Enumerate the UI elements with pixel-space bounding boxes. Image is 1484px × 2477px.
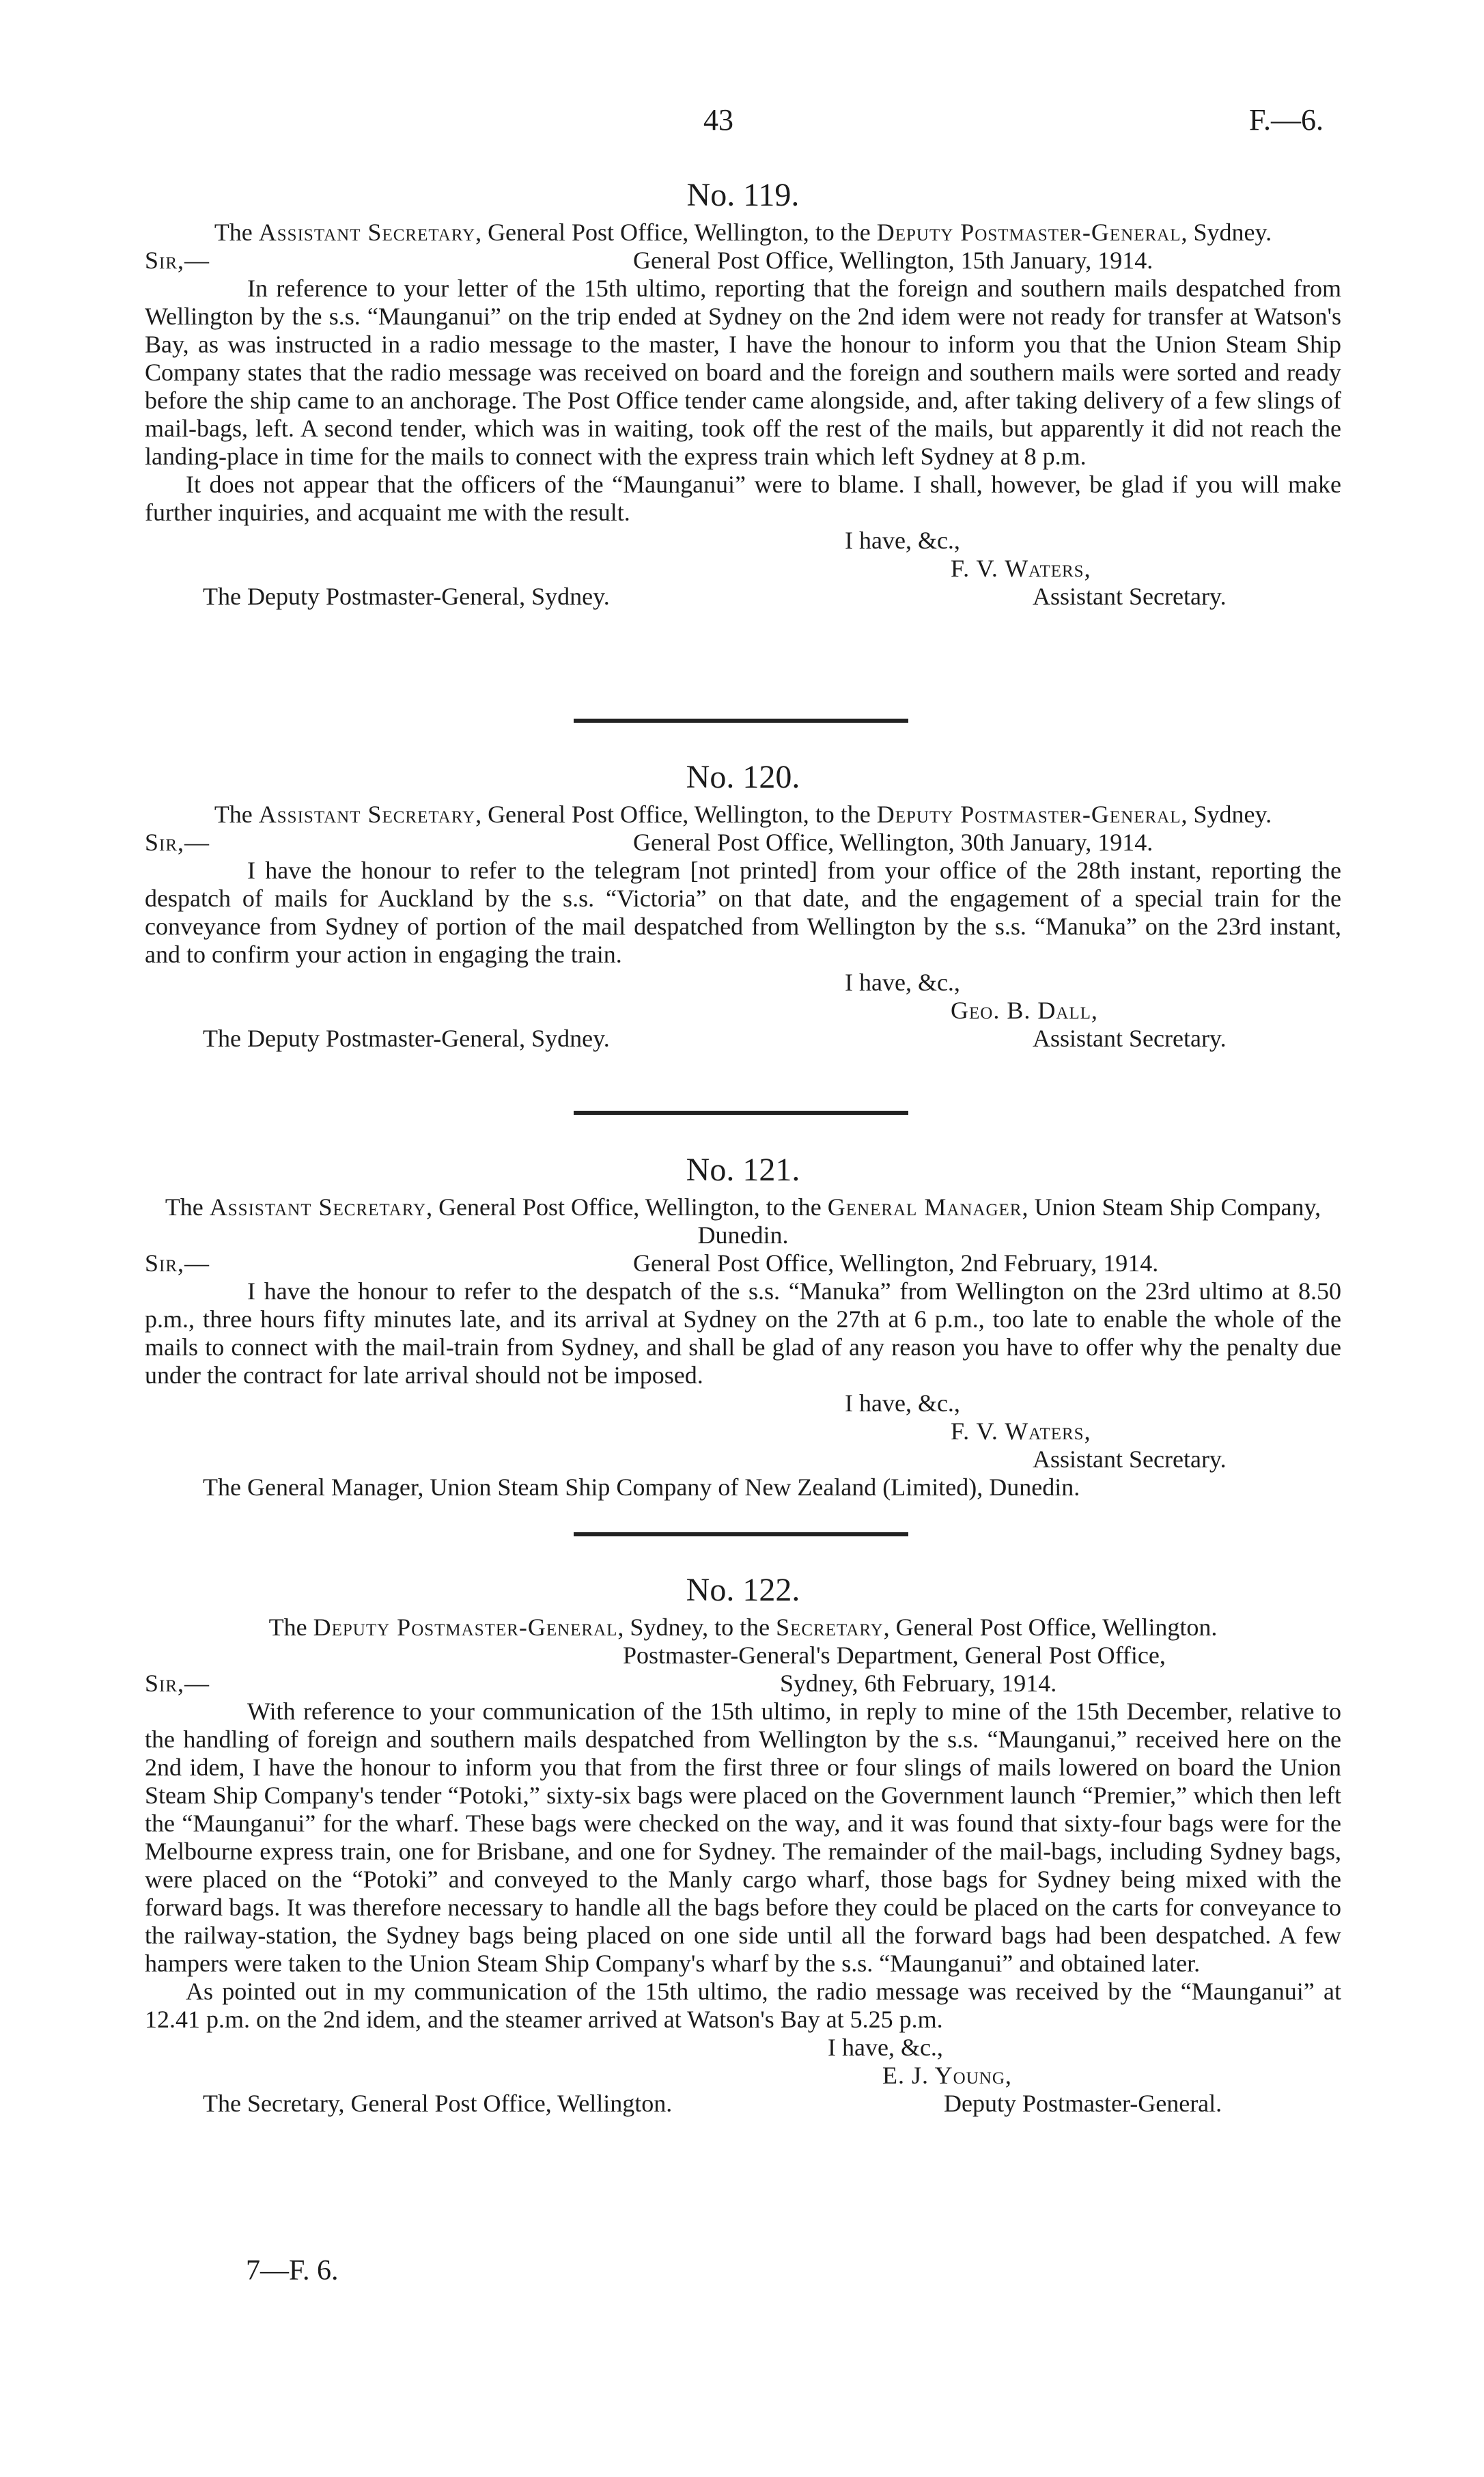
signer-title: Assistant Secretary. xyxy=(1033,1445,1227,1473)
letter-number: No. 120. xyxy=(686,759,800,795)
letter-number: No. 122. xyxy=(686,1572,800,1608)
letter-119 xyxy=(145,176,1341,611)
addressee-line xyxy=(145,583,1341,611)
section-divider xyxy=(574,1111,908,1115)
letter-120 xyxy=(145,758,1341,1053)
closing: I have, &c., xyxy=(828,2034,943,2061)
salutation: Sir,— xyxy=(145,829,210,856)
closing-line xyxy=(145,969,1341,997)
addressee: The Secretary, General Post Office, Wellington. xyxy=(203,2090,673,2117)
page-number: 43 xyxy=(703,103,733,137)
signer-title: Deputy Postmaster-General. xyxy=(944,2090,1222,2117)
place-department: Postmaster-General's Department, General Post Office, xyxy=(623,1642,1166,1669)
signer-line xyxy=(145,997,1341,1025)
signer-line xyxy=(145,1417,1341,1445)
signer: E. J. Young, xyxy=(882,2062,1012,2089)
signer-title-line xyxy=(145,1445,1341,1473)
salutation-line xyxy=(145,1670,1341,1698)
letter-heading: The Assistant Secretary, General Post Office, Wellington, to the General Manager, Union Steam Ship Company, Dunedin. xyxy=(165,1193,1321,1249)
signer-title: Assistant Secretary. xyxy=(1033,1025,1227,1052)
signature-mark: 7—F. 6. xyxy=(246,2255,339,2286)
addressee: The General Manager, Union Steam Ship Company of New Zealand (Limited), Dunedin. xyxy=(203,1473,1080,1501)
closing-line xyxy=(145,2034,1341,2062)
addressee-line xyxy=(145,1473,1341,1502)
salutation: Sir,— xyxy=(145,1670,210,1697)
place-line xyxy=(145,1642,1341,1670)
salutation-line xyxy=(145,829,1341,857)
salutation-line xyxy=(145,247,1341,275)
letter-paragraph: I have the honour to refer to the telegram [not printed] from your office of the 28th instant, reporting the despatch of mails for Auckland by the s.s. “Victoria” on that date, and the engagement of a special train for the conveyance from Sydney of portion of the mail despatched from Wellington by the s.s. “Manuka” on the 23rd instant, and to confirm your action in engaging the train. xyxy=(145,857,1341,968)
signer: F. V. Waters, xyxy=(951,555,1091,582)
signer: Geo. B. Dall, xyxy=(951,997,1098,1024)
letter-heading: The Deputy Postmaster-General, Sydney, to the Secretary, General Post Office, Wellington. xyxy=(268,1614,1218,1641)
signer-title: Assistant Secretary. xyxy=(1033,583,1227,610)
letter-heading: The Assistant Secretary, General Post Office, Wellington, to the Deputy Postmaster-General, Sydney. xyxy=(214,801,1272,828)
signer-line xyxy=(145,555,1341,583)
closing-line xyxy=(145,527,1341,555)
place-date: Sydney, 6th February, 1914. xyxy=(780,1670,1057,1697)
addressee: The Deputy Postmaster-General, Sydney. xyxy=(203,1025,610,1052)
salutation: Sir,— xyxy=(145,247,210,274)
addressee-line xyxy=(145,2090,1341,2118)
place-date: General Post Office, Wellington, 30th January, 1914. xyxy=(633,829,1153,856)
letter-paragraph: With reference to your communication of the 15th ultimo, in reply to mine of the 15th December, relative to the handling of foreign and southern mails despatched from Wellington by the s.s. “Maunganui,” received here on the 2nd idem, I have the honour to inform you that from the first three or four slings of mails lowered on board the Union Steam Ship Company's tender “Potoki,” sixty-six bags were placed on the Government launch “Premier,” which then left the “Maunganui” for the wharf. These bags were checked on the way, and it was found that sixty-four bags were for the Melbourne express train, one for Brisbane, and one for Sydney. The remainder of the mail-bags, including Sydney bags, were placed on the “Potoki” and conveyed to the Manly cargo wharf, those bags for Sydney being mixed with the forward bags. It was therefore necessary to handle all the bags before they could be placed on the carts for conveyance to the railway-station, the Sydney bags being placed on one side until all the forward bags had been despatched. A few hampers were taken to the Union Steam Ship Company's wharf by the s.s. “Maunganui” and obtained later. xyxy=(145,1698,1341,1977)
place-date: General Post Office, Wellington, 2nd February, 1914. xyxy=(633,1249,1159,1277)
closing: I have, &c., xyxy=(845,527,960,554)
letter-paragraph: I have the honour to refer to the despatch of the s.s. “Manuka” from Wellington on the 23rd ultimo at 8.50 p.m., three hours fifty minutes late, and its arrival at Sydney on the 27th at 6 p.m., too late to enable the whole of the mails to connect with the mail-train from Sydney, and shall be glad of any reason you have to offer why the penalty due under the contract for late arrival should not be imposed. xyxy=(145,1277,1341,1389)
salutation-line xyxy=(145,1249,1341,1277)
letter-paragraph: In reference to your letter of the 15th ultimo, reporting that the foreign and southern mails despatched from Wellington by the s.s. “Maunganui” on the trip ended at Sydney on the 2nd idem were not ready for transfer at Watson's Bay, as was instructed in a radio message to the master, I have the honour to inform you that the Union Steam Ship Company states that the radio message was received on board and the foreign and southern mails were sorted and ready before the ship came to an anchorage. The Post Office tender came alongside, and, after taking delivery of a few slings of mail-bags, left. A second tender, which was in waiting, took off the rest of the mails, but apparently it did not reach the landing-place in time for the mails to connect with the express train which left Sydney at 8 p.m. xyxy=(145,275,1341,470)
letter-number: No. 121. xyxy=(686,1152,800,1188)
letter-paragraph: It does not appear that the officers of the “Maunganui” were to blame. I shall, however, be glad if you will make further inquiries, and acquaint me with the result. xyxy=(145,471,1341,526)
salutation: Sir,— xyxy=(145,1249,210,1277)
section-divider xyxy=(574,1532,908,1536)
page-reference: F.—6. xyxy=(1249,103,1324,137)
letter-122 xyxy=(145,1571,1341,2118)
closing-line xyxy=(145,1389,1341,1417)
letter-heading: The Assistant Secretary, General Post Office, Wellington, to the Deputy Postmaster-General, Sydney. xyxy=(214,219,1272,246)
closing: I have, &c., xyxy=(845,1389,960,1417)
letter-paragraph: As pointed out in my communication of the 15th ultimo, the radio message was received by the “Maunganui” at 12.41 p.m. on the 2nd idem, and the steamer arrived at Watson's Bay at 5.25 p.m. xyxy=(145,1978,1341,2033)
letter-number: No. 119. xyxy=(686,177,800,213)
closing: I have, &c., xyxy=(845,969,960,996)
signer: F. V. Waters, xyxy=(951,1417,1091,1445)
section-divider xyxy=(574,719,908,723)
addressee-line xyxy=(145,1025,1341,1053)
place-date: General Post Office, Wellington, 15th January, 1914. xyxy=(633,247,1153,274)
signer-line xyxy=(145,2062,1341,2090)
addressee: The Deputy Postmaster-General, Sydney. xyxy=(203,583,610,610)
letter-121 xyxy=(145,1151,1341,1502)
